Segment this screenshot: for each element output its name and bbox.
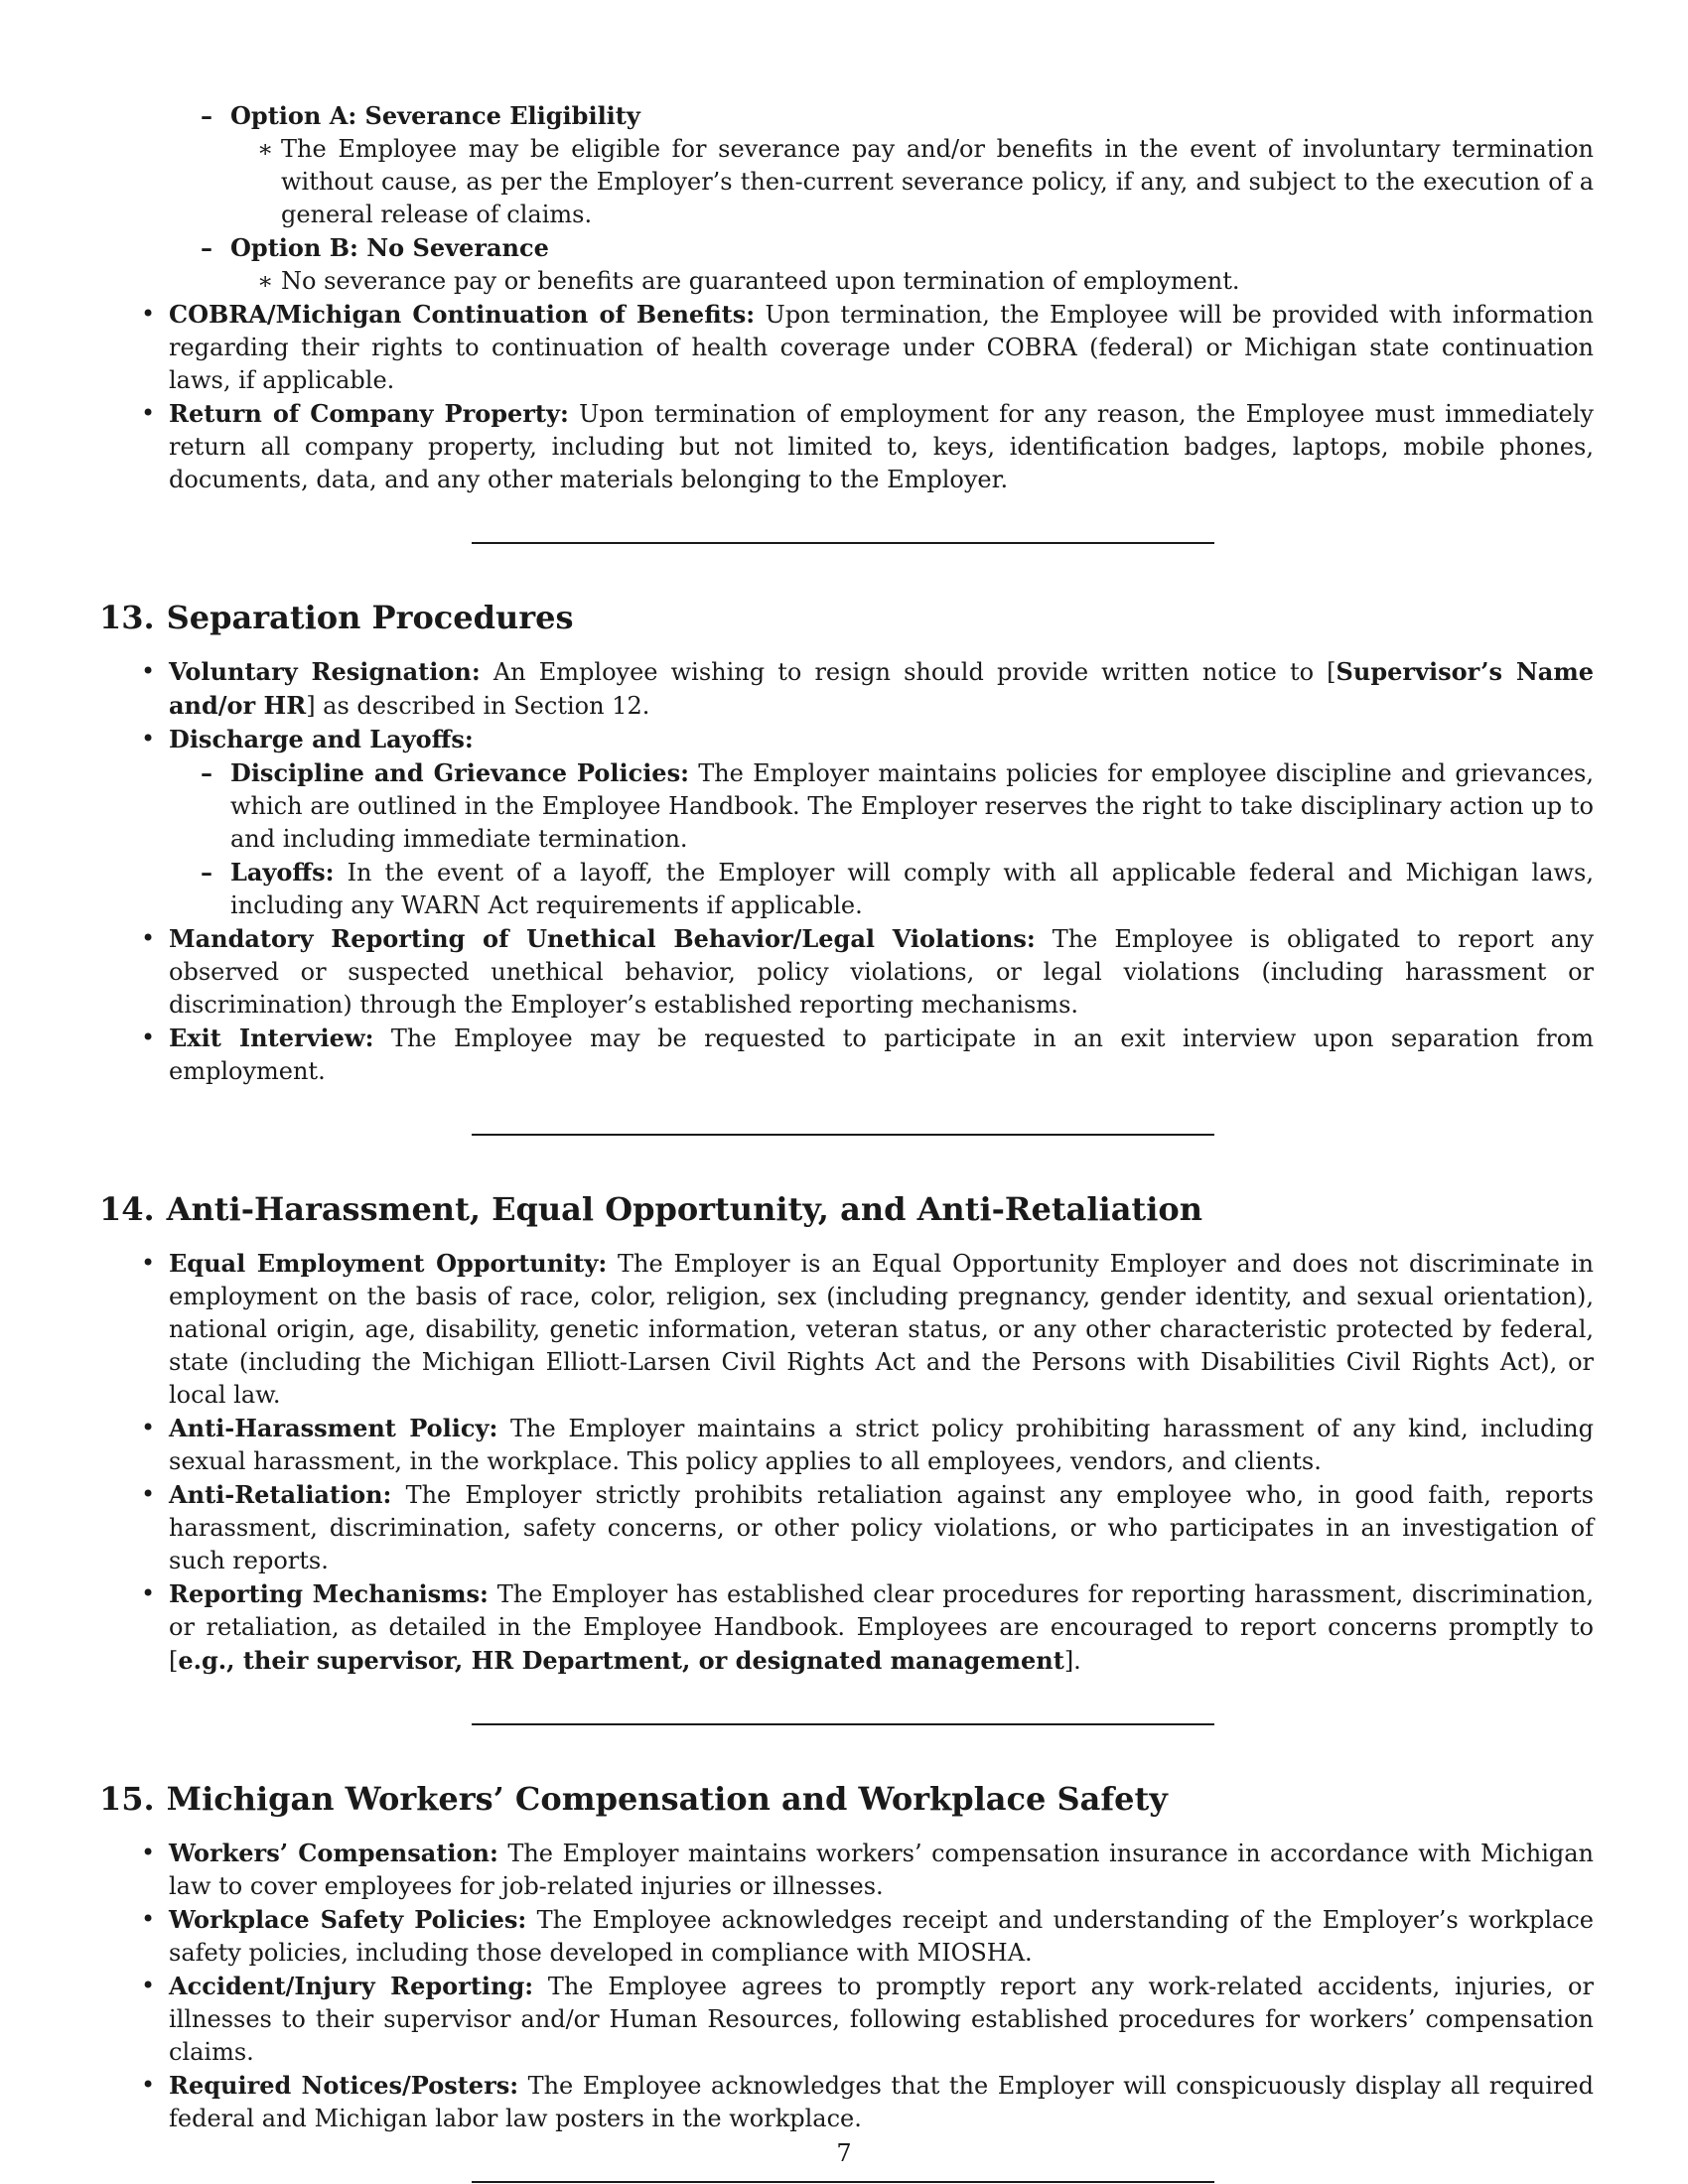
- safety-policies-text: The Employee acknowledges receipt and understanding of the Employer’s workplace safety policies, including those developed in compliance with MIOSHA.: [169, 1906, 1594, 1967]
- anti-harassment-item: [141, 1412, 1594, 1478]
- anti-harassment-text: The Employer maintains a strict policy prohibiting harassment of any kind, including sexual harassment, in the workplace. This policy applies to all employees, vendors, and clients.: [169, 1415, 1594, 1475]
- section-12-continuation: [99, 99, 1594, 496]
- workers-comp-text: The Employer maintains workers’ compensation insurance in accordance with Michigan law to cover employees for job-related injuries or illnesses.: [169, 1840, 1594, 1900]
- dash-marker: –: [201, 233, 212, 262]
- mandatory-reporting-text: The Employee is obligated to report any observed or suspected unethical behavior, policy violations, or legal violations (including harassment or discrimination) through the Employer’s established reporting mechanisms.: [169, 925, 1595, 1019]
- anti-retaliation-item: [141, 1478, 1594, 1577]
- cobra-label: COBRA/Michigan Continuation of Benefits:: [169, 300, 756, 329]
- section-13-list: [99, 655, 1594, 1088]
- discharge-label: Discharge and Layoffs:: [169, 725, 474, 753]
- exit-interview-label: Exit Interview:: [169, 1024, 374, 1052]
- property-text: Upon termination of employment for any reason, the Employee must immediately return all company property, including but not limited to, keys, identification badges, laptops, mobile phones, documents, data, and any other materials belonging to the Employer.: [169, 400, 1594, 493]
- mandatory-reporting-label: Mandatory Reporting of Unethical Behavior/Legal Violations:: [169, 924, 1036, 953]
- section-13-title: Separation Procedures: [166, 599, 574, 636]
- layoffs-text: In the event of a layoff, the Employer will comply with all applicable federal and Michigan laws, including any WARN Act requirements if applicable.: [230, 859, 1594, 919]
- section-divider: [472, 542, 1214, 544]
- document-page: [99, 99, 1594, 2183]
- option-b-item: [201, 231, 1594, 265]
- section-15-heading: [99, 1779, 1594, 1819]
- option-a-label: Option A: Severance Eligibility: [230, 101, 640, 130]
- layoffs-item: [201, 856, 1594, 922]
- reporting-mechanisms-placeholder: e.g., their supervisor, HR Department, or designated management: [178, 1646, 1064, 1675]
- section-15-number: 15.: [99, 1780, 155, 1818]
- notices-posters-text: The Employee acknowledges that the Employer will conspicuously display all required federal and Michigan labor law posters in the workplace.: [169, 2072, 1594, 2132]
- property-item: [141, 397, 1594, 496]
- reporting-mechanisms-text-b: ].: [1063, 1647, 1081, 1675]
- bullet-marker: •: [141, 1249, 156, 1277]
- bullet-marker: •: [141, 2071, 156, 2099]
- resignation-item: [141, 655, 1594, 723]
- bullet-marker: •: [141, 1972, 156, 1999]
- eeo-text: The Employer is an Equal Opportunity Employer and does not discriminate in employment on the basis of race, color, religion, sex (including pregnancy, gender identity, and sexual orientation), national origin, age, disability, genetic information, veteran status, or any other characteristic protected by federal, state (including the Michigan Elliott-Larsen Civil Rights Act and the Persons with Disabilities Civil Rights Act), or local law.: [169, 1250, 1594, 1409]
- bullet-marker: •: [141, 1414, 156, 1441]
- cobra-text: Upon termination, the Employee will be provided with information regarding their rights to continuation of health coverage under COBRA (federal) or Michigan state continuation laws, if applicable.: [169, 301, 1594, 394]
- bullet-marker: •: [141, 1024, 156, 1051]
- resignation-text-b: ] as described in Section 12.: [306, 692, 650, 720]
- anti-retaliation-text: The Employer strictly prohibits retaliation against any employee who, in good faith, reports harassment, discrimination, safety concerns, or other policy violations, or who participates in an investigation of such reports.: [169, 1481, 1594, 1574]
- bullet-marker: •: [141, 300, 156, 328]
- notices-posters-label: Required Notices/Posters:: [169, 2071, 519, 2100]
- asterisk-marker: ∗: [257, 267, 274, 295]
- section-14-heading: [99, 1189, 1594, 1229]
- section-divider: [472, 1723, 1214, 1725]
- exit-interview-item: [141, 1022, 1594, 1088]
- bullet-marker: •: [141, 657, 156, 685]
- bullet-marker: •: [141, 1579, 156, 1607]
- reporting-mechanisms-text-a: The Employer has established clear procedures for reporting harassment, discrimination, or retaliation, as detailed in the Employee Handbook. Employees are encouraged to report concerns promptly to [: [169, 1580, 1594, 1675]
- eeo-label: Equal Employment Opportunity:: [169, 1249, 608, 1278]
- section-14-list: [99, 1247, 1594, 1678]
- reporting-mechanisms-label: Reporting Mechanisms:: [169, 1579, 489, 1608]
- layoffs-label: Layoffs:: [230, 858, 335, 887]
- discipline-item: [201, 756, 1594, 856]
- option-a-text: The Employee may be eligible for severance pay and/or benefits in the event of involuntary termination without cause, as per the Employer’s then-current severance policy, if any, and subject to the execution of a general release of claims.: [281, 135, 1594, 228]
- discipline-text: The Employer maintains policies for employee discipline and grievances, which are outlined in the Employee Handbook. The Employer reserves the right to take disciplinary action up to and including immediate termination.: [230, 759, 1594, 853]
- section-13-heading: [99, 598, 1594, 637]
- asterisk-marker: ∗: [257, 135, 274, 163]
- safety-policies-label: Workplace Safety Policies:: [169, 1905, 527, 1934]
- resignation-text-a: An Employee wishing to resign should provide written notice to [: [492, 658, 1336, 686]
- option-b-detail: [257, 265, 1594, 298]
- section-14-title: Anti-Harassment, Equal Opportunity, and Anti-Retaliation: [166, 1190, 1202, 1228]
- discharge-item: [141, 723, 1594, 756]
- bullet-marker: •: [141, 1839, 156, 1866]
- section-divider: [472, 1134, 1214, 1136]
- accident-reporting-text: The Employee agrees to promptly report any work-related accidents, injuries, or illnesses to their supervisor and/or Human Resources, following established procedures for workers’ compensation claims.: [169, 1973, 1594, 2066]
- bullet-marker: •: [141, 924, 156, 952]
- bullet-marker: •: [141, 399, 156, 427]
- bullet-marker: •: [141, 1480, 156, 1508]
- dash-marker: –: [201, 858, 212, 887]
- accident-reporting-item: [141, 1970, 1594, 2069]
- bullet-marker: •: [141, 1905, 156, 1933]
- page-number: 7: [836, 2139, 852, 2167]
- anti-retaliation-label: Anti-Retaliation:: [169, 1480, 392, 1509]
- mandatory-reporting-item: [141, 922, 1595, 1022]
- exit-interview-text: The Employee may be requested to participate in an exit interview upon separation from employment.: [169, 1024, 1594, 1085]
- bullet-marker: •: [141, 725, 156, 752]
- discipline-label: Discipline and Grievance Policies:: [230, 758, 689, 787]
- section-15-list: [99, 1837, 1594, 2135]
- option-a-detail: [257, 133, 1594, 231]
- accident-reporting-label: Accident/Injury Reporting:: [169, 1972, 534, 2000]
- reporting-mechanisms-item: [141, 1577, 1594, 1678]
- notices-posters-item: [141, 2069, 1594, 2135]
- section-13-number: 13.: [99, 599, 155, 636]
- section-divider: [472, 2181, 1214, 2183]
- anti-harassment-label: Anti-Harassment Policy:: [169, 1414, 498, 1442]
- workers-comp-item: [141, 1837, 1594, 1903]
- dash-marker: –: [201, 758, 212, 787]
- section-15-title: Michigan Workers’ Compensation and Workplace Safety: [166, 1780, 1168, 1818]
- resignation-placeholder: Supervisor’s Name and/or HR: [169, 657, 1594, 720]
- option-b-text: No severance pay or benefits are guaranteed upon termination of employment.: [281, 267, 1240, 295]
- resignation-label: Voluntary Resignation:: [169, 657, 481, 686]
- section-14-number: 14.: [99, 1190, 155, 1228]
- workers-comp-label: Workers’ Compensation:: [169, 1839, 498, 1867]
- eeo-item: [141, 1247, 1594, 1412]
- safety-policies-item: [141, 1903, 1594, 1970]
- option-a-item: [201, 99, 1594, 133]
- option-b-label: Option B: No Severance: [230, 233, 549, 262]
- cobra-item: [141, 298, 1594, 397]
- property-label: Return of Company Property:: [169, 399, 569, 428]
- dash-marker: –: [201, 101, 212, 130]
